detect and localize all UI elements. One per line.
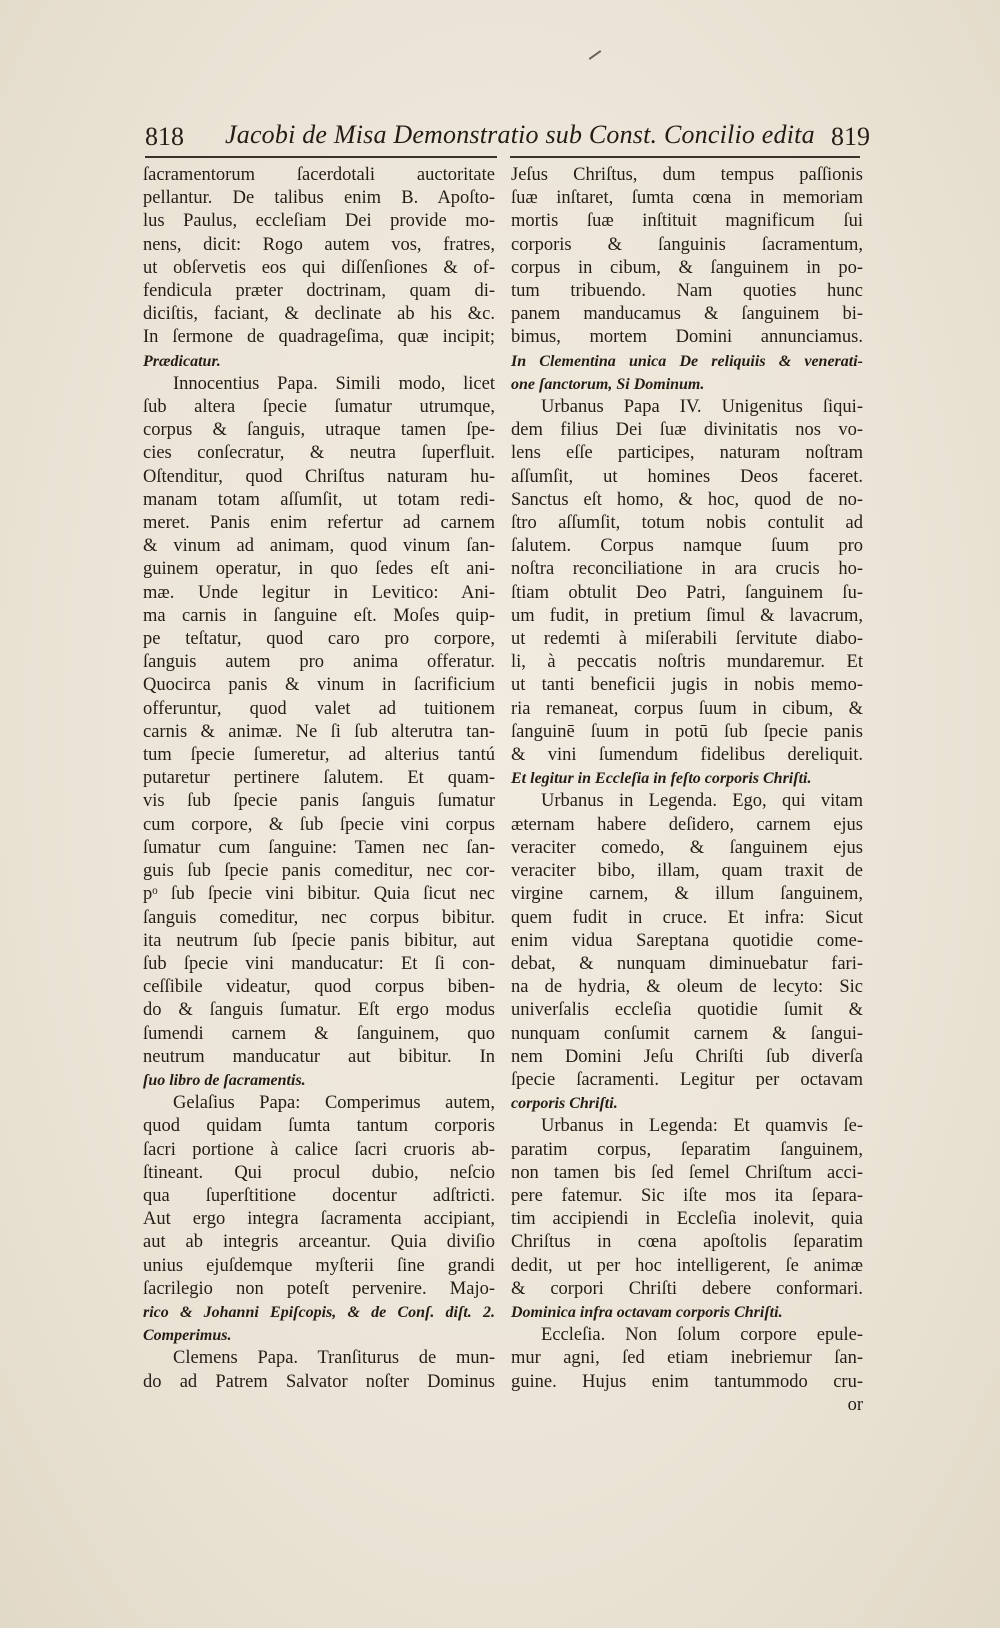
text-line: guis ſub ſpecie panis comeditur, nec cor- xyxy=(143,861,495,882)
text-line: Oſtenditur, quod Chriſtus naturam hu- xyxy=(143,466,495,487)
text-line: ſtineant. Qui procul dubio, neſcio xyxy=(143,1162,495,1183)
text-line: In ſermone de quadrageſima, quæ incipit; xyxy=(143,327,495,348)
text-line: mur agni, ſed etiam inebriemur ſan- xyxy=(511,1348,863,1369)
text-line: qua ſuperſtitione docentur adſtricti. xyxy=(143,1185,495,1206)
text-line: aut ab integris arceantur. Quia diviſio xyxy=(143,1232,495,1253)
text-line: nens, dicit: Rogo autem vos, fratres, xyxy=(143,234,495,255)
text-line: & vinum ad animam, quod vinum ſan- xyxy=(143,536,495,557)
text-line: debat, & nunquam diminuebatur fari- xyxy=(511,953,863,974)
text-line: Urbanus in Legenda. Ego, qui vitam xyxy=(541,791,863,812)
text-line: putaretur pertinere ſalutem. Et quam- xyxy=(143,768,495,789)
text-line: pellantur. De talibus enim B. Apoſto- xyxy=(143,188,495,209)
text-line: ſuo libro de ſacramentis. xyxy=(143,1071,306,1089)
text-line: corpus & ſanguis, utraque tamen ſpe- xyxy=(143,420,495,441)
text-line: na de hydria, & oleum de lecyto: Sic xyxy=(511,977,863,998)
text-line: diciſtis, faciant, & declinate ab his &c. xyxy=(143,304,495,325)
text-line: one ſanctorum, Si Dominum. xyxy=(511,375,705,393)
text-line: offeruntur, quod valet ad tuitionem xyxy=(143,698,495,719)
text-line: ut redemti à miſerabili ſervitute diabo- xyxy=(511,629,863,650)
text-line: bimus, mortem Domini annunciamus. xyxy=(511,327,863,348)
text-line: æternam habere deſidero, carnem ejus xyxy=(511,814,863,835)
text-line: carnis & animæ. Ne ſi ſub alterutra tan- xyxy=(143,721,495,742)
text-line: ſumendi carnem & ſanguinem, quo xyxy=(143,1023,495,1044)
text-line: um fudit, in pretium ſimul & lavacrum, xyxy=(511,605,863,626)
text-line: pe teſtatur, quod caro pro corpore, xyxy=(143,629,495,650)
running-head xyxy=(145,118,870,154)
text-line: & corpori Chriſti debere conformari. xyxy=(511,1278,863,1299)
text-line: Jeſus Chriſtus, dum tempus paſſionis xyxy=(511,165,863,185)
text-line: & vini ſumendum fidelibus dereliquit. xyxy=(511,745,863,766)
ink-mark xyxy=(589,50,602,60)
text-line: veraciter comedo, & ſanguinem ejus xyxy=(511,837,863,858)
text-line: aſſumſit, ut homines Deos faceret. xyxy=(511,466,863,487)
text-line: guinem operatur, in quo ſedes eſt ani- xyxy=(143,559,495,580)
text-line: ſtro aſſumſit, totum nobis contulit ad xyxy=(511,513,863,534)
text-line: In Clementina unica De reliquiis & venerati- xyxy=(511,352,863,370)
text-line: cum corpore, & ſub ſpecie vini corpus xyxy=(143,814,495,835)
text-line: corporis Chriſti. xyxy=(511,1095,618,1113)
text-line: lens eſſe participes, naturam noſtram xyxy=(511,443,863,464)
text-line: ſanguis autem pro anima offeratur. xyxy=(143,652,495,673)
text-line: tum ſpecie ſumeretur, ad alterius tantú xyxy=(143,745,495,766)
left-page-number: 818 xyxy=(145,122,184,151)
text-line: Dominica infra octavam corporis Chriſti. xyxy=(511,1303,783,1321)
text-line: ut tanti beneficii jugis in nobis memo- xyxy=(511,675,863,696)
text-line: rico & Johanni Epiſcopis, & de Conſ. diſt. 2. xyxy=(143,1303,495,1321)
text-line: dem filius Dei ſuæ divinitatis nos vo- xyxy=(511,420,863,441)
text-line: tum tribuendo. Nam quoties hunc xyxy=(511,281,863,302)
text-line: ſumatur cum ſanguine: Tamen nec ſan- xyxy=(143,837,495,858)
running-title: Jacobi de Misa Demonstratio sub Const. Concilio edita xyxy=(225,120,815,149)
text-line: corporis & ſanguinis ſacramentum, xyxy=(511,234,863,255)
text-line: Gelaſius Papa: Comperimus autem, xyxy=(173,1093,495,1114)
text-line: nunquam conſumit carnem & ſangui- xyxy=(511,1023,863,1044)
text-line: mortis ſuæ inſtituit magnificum ſui xyxy=(511,211,863,232)
text-line: pᵒ ſub ſpecie vini bibitur. Quia ſicut nec xyxy=(143,884,495,905)
text-line: ſacri portione à calice ſacri cruoris ab- xyxy=(143,1139,495,1160)
text-line: Prædicatur. xyxy=(143,352,221,370)
text-line: dedit, ut per hoc intelligerent, ſe animæ xyxy=(511,1255,863,1276)
header-rule-right xyxy=(510,156,860,158)
text-line: ſuæ inſtaret, ſumta cœna in memoriam xyxy=(511,188,863,209)
header-rule-left xyxy=(145,156,497,158)
text-line: enim vidua Sareptana quotidie come- xyxy=(511,930,863,951)
text-line: ita neutrum ſub ſpecie panis bibitur, aut xyxy=(143,930,495,951)
text-line: Urbanus in Legenda: Et quamvis ſe- xyxy=(541,1116,863,1137)
text-line: nem Domini Jeſu Chriſti ſub diverſa xyxy=(511,1046,863,1067)
text-line: paratim corpus, ſeparatim ſanguinem, xyxy=(511,1139,863,1160)
text-line: Et legitur in Eccleſia in feſto corporis Chriſti. xyxy=(511,770,812,788)
right-text-column xyxy=(511,164,863,1417)
text-line: Clemens Papa. Tranſiturus de mun- xyxy=(173,1348,495,1369)
right-page-number: 819 xyxy=(831,122,870,151)
text-line: ceſſibile videatur, quod corpus biben- xyxy=(143,977,495,998)
text-line: ſpecie ſacramenti. Legitur per octavam xyxy=(511,1069,863,1090)
text-line: ſacramentorum ſacerdotali auctoritate xyxy=(143,165,495,185)
text-line: or xyxy=(847,1394,863,1415)
text-line: guine. Hujus enim tantummodo cru- xyxy=(511,1371,863,1392)
text-line: mæ. Unde legitur in Levitico: Ani- xyxy=(143,582,495,603)
text-line: manam totam aſſumſit, ut totam redi- xyxy=(143,489,495,510)
text-line: cies conſecratur, & neutra ſuperfluit. xyxy=(143,443,495,464)
text-line: Aut ergo integra ſacramenta accipiant, xyxy=(143,1209,495,1230)
text-line: vis ſub ſpecie panis ſanguis ſumatur xyxy=(143,791,495,812)
text-line: Eccleſia. Non ſolum corpore epule- xyxy=(541,1325,863,1346)
text-line: non tamen bis ſed ſemel Chriſtum acci- xyxy=(511,1162,863,1183)
text-line: veraciter bibo, illam, quam traxit de xyxy=(511,861,863,882)
text-line: Comperimus. xyxy=(143,1327,232,1345)
text-line: Chriſtus in cœna apoſtolis ſeparatim xyxy=(511,1232,863,1253)
text-line: lus Paulus, eccleſiam Dei provide mo- xyxy=(143,211,495,232)
text-line: ſanguinē ſuum in potū ſub ſpecie panis xyxy=(511,721,863,742)
text-line: quem fudit in cruce. Et infra: Sicut xyxy=(511,907,863,928)
text-line: Innocentius Papa. Simili modo, licet xyxy=(173,373,495,394)
text-line: ſtiam obtulit Deo Patri, ſanguinem ſu- xyxy=(511,582,863,603)
text-line: ria remaneat, corpus ſuum in cibum, & xyxy=(511,698,863,719)
text-line: Sanctus eſt homo, & hoc, quod de no- xyxy=(511,489,863,510)
text-line: ut obſervetis eos qui diſſenſiones & of- xyxy=(143,257,495,278)
text-line: tim accipiendi in Eccleſia inolevit, quia xyxy=(511,1209,863,1230)
text-line: meret. Panis enim refertur ad carnem xyxy=(143,513,495,534)
text-line: ſanguis comeditur, nec corpus bibitur. xyxy=(143,907,495,928)
text-line: Urbanus Papa IV. Unigenitus ſiqui- xyxy=(541,397,863,418)
text-line: unius ejuſdemque myſterii ſine grandi xyxy=(143,1255,495,1276)
text-line: neutrum manducatur aut bibitur. In xyxy=(143,1046,495,1067)
text-line: ſub ſpecie vini manducatur: Et ſi con- xyxy=(143,953,495,974)
text-line: do ad Patrem Salvator noſter Dominus xyxy=(143,1371,495,1392)
text-line: noſtra reconciliatione in ara crucis ho- xyxy=(511,559,863,580)
text-line: ſalutem. Corpus namque ſuum pro xyxy=(511,536,863,557)
text-line: ſacrilegio non poteſt pervenire. Majo- xyxy=(143,1278,495,1299)
text-line: pere fatemur. Sic iſte mos ita ſepara- xyxy=(511,1185,863,1206)
text-line: do & ſanguis ſumatur. Eſt ergo modus xyxy=(143,1000,495,1021)
text-line: Quocirca panis & vinum in ſacrificium xyxy=(143,675,495,696)
text-line: panem manducamus & ſanguinem bi- xyxy=(511,304,863,325)
text-line: li, à peccatis noſtris mundaremur. Et xyxy=(511,652,863,673)
text-line: virgine carnem, & illum ſanguinem, xyxy=(511,884,863,905)
text-line: quod quidam ſumta tantum corporis xyxy=(143,1116,495,1137)
text-line: ſub altera ſpecie ſumatur utrumque, xyxy=(143,397,495,418)
text-line: corpus in cibum, & ſanguinem in po- xyxy=(511,257,863,278)
text-line: ma carnis in ſanguine eſt. Moſes quip- xyxy=(143,605,495,626)
text-line: univerſalis eccleſia quotidie ſumit & xyxy=(511,1000,863,1021)
text-line: fendicula præter doctrinam, quam di- xyxy=(143,281,495,302)
left-text-column xyxy=(143,164,495,1394)
